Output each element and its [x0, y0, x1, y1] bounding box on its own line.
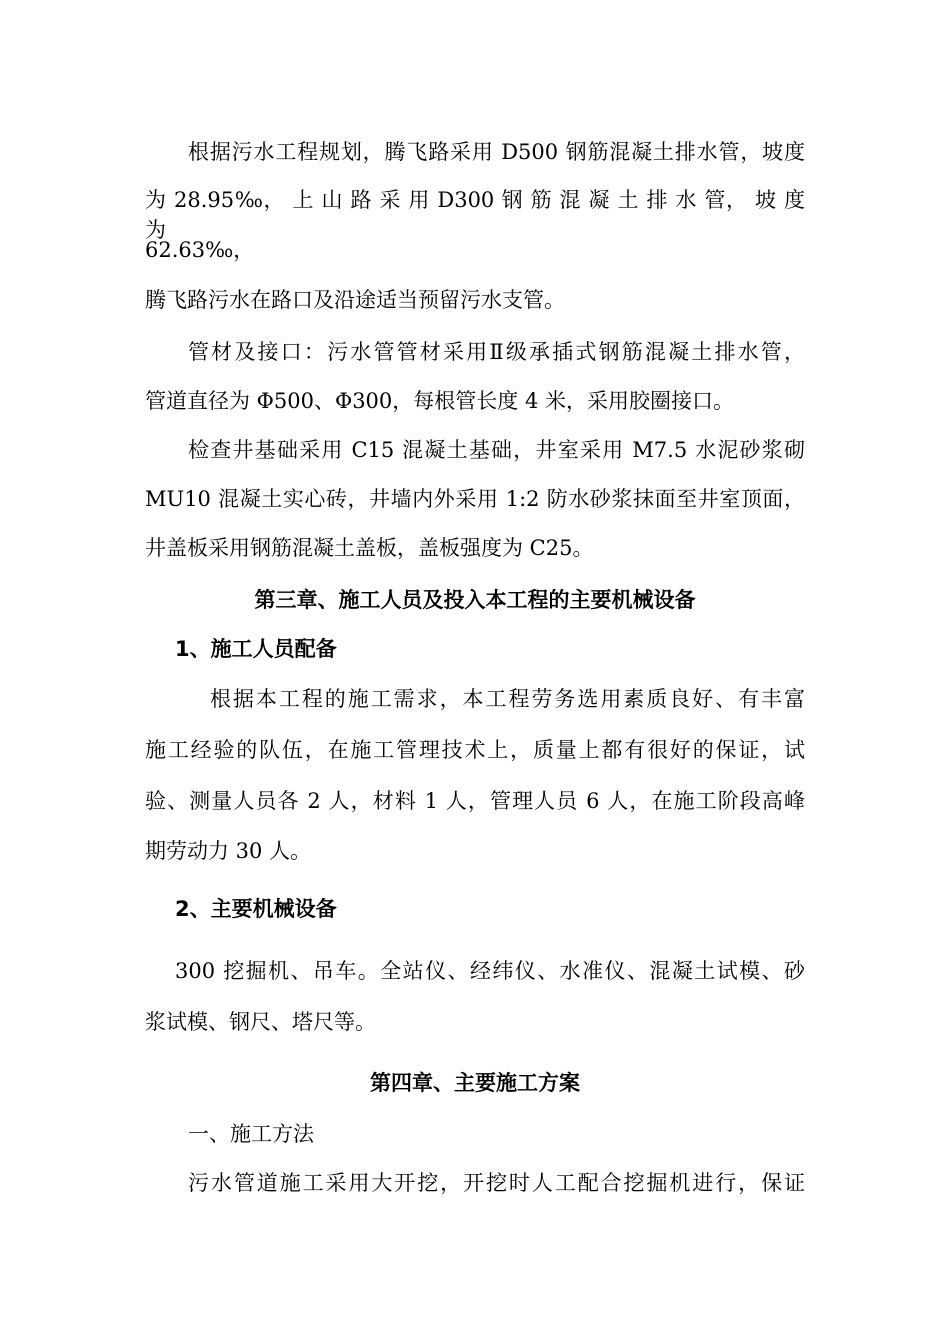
chapter-heading: 第三章、施工人员及投入本工程的主要机械设备 — [254, 588, 696, 612]
paragraph-line: 管道直径为 Φ500、Φ300，每根管长度 4 米，采用胶圈接口。 — [145, 389, 734, 413]
paragraph-line: 根据本工程的施工需求，本工程劳务选用素质良好、有丰富 — [210, 687, 805, 711]
paragraph-line: MU10 混凝土实心砖，井墙内外采用 1:2 防水砂浆抹面至井室顶面， — [145, 487, 805, 511]
paragraph-line: 管材及接口：污水管管材采用Ⅱ级承插式钢筋混凝土排水管， — [188, 340, 805, 364]
paragraph-line: 验、测量人员各 2 人，材料 1 人，管理人员 6 人，在施工阶段高峰 — [145, 789, 805, 813]
paragraph-line: 为 28.95‰， 上 山 路 采 用 D300 钢 筋 混 凝 土 排 水 管， 坡 度 为 — [145, 188, 805, 242]
paragraph-line: 300 挖掘机、吊车。全站仪、经纬仪、水准仪、混凝土试模、砂 — [175, 959, 805, 983]
section-heading: 2、主要机械设备 — [175, 897, 337, 921]
subsection-heading: 一、施工方法 — [188, 1122, 314, 1146]
paragraph-line: 污水管道施工采用大开挖，开挖时人工配合挖掘机进行，保证 — [188, 1171, 805, 1195]
paragraph-line: 井盖板采用钢筋混凝土盖板，盖板强度为 C25。 — [145, 536, 594, 560]
paragraph-line: 期劳动力 30 人。 — [145, 839, 312, 863]
paragraph-line: 62.63‰， — [145, 238, 255, 262]
section-heading: 1、施工人员配备 — [175, 637, 337, 661]
paragraph-line: 根据污水工程规划，腾飞路采用 D500 钢筋混凝土排水管，坡度 — [188, 140, 805, 164]
paragraph-line: 浆试模、钢尺、塔尺等。 — [145, 1010, 376, 1034]
paragraph-line: 施工经验的队伍，在施工管理技术上，质量上都有很好的保证，试 — [145, 738, 805, 762]
paragraph-line: 检查井基础采用 C15 混凝土基础，井室采用 M7.5 水泥砂浆砌 — [188, 438, 805, 462]
paragraph-line: 腾飞路污水在路口及沿途适当预留污水支管。 — [145, 288, 565, 312]
chapter-heading: 第四章、主要施工方案 — [370, 1071, 580, 1095]
